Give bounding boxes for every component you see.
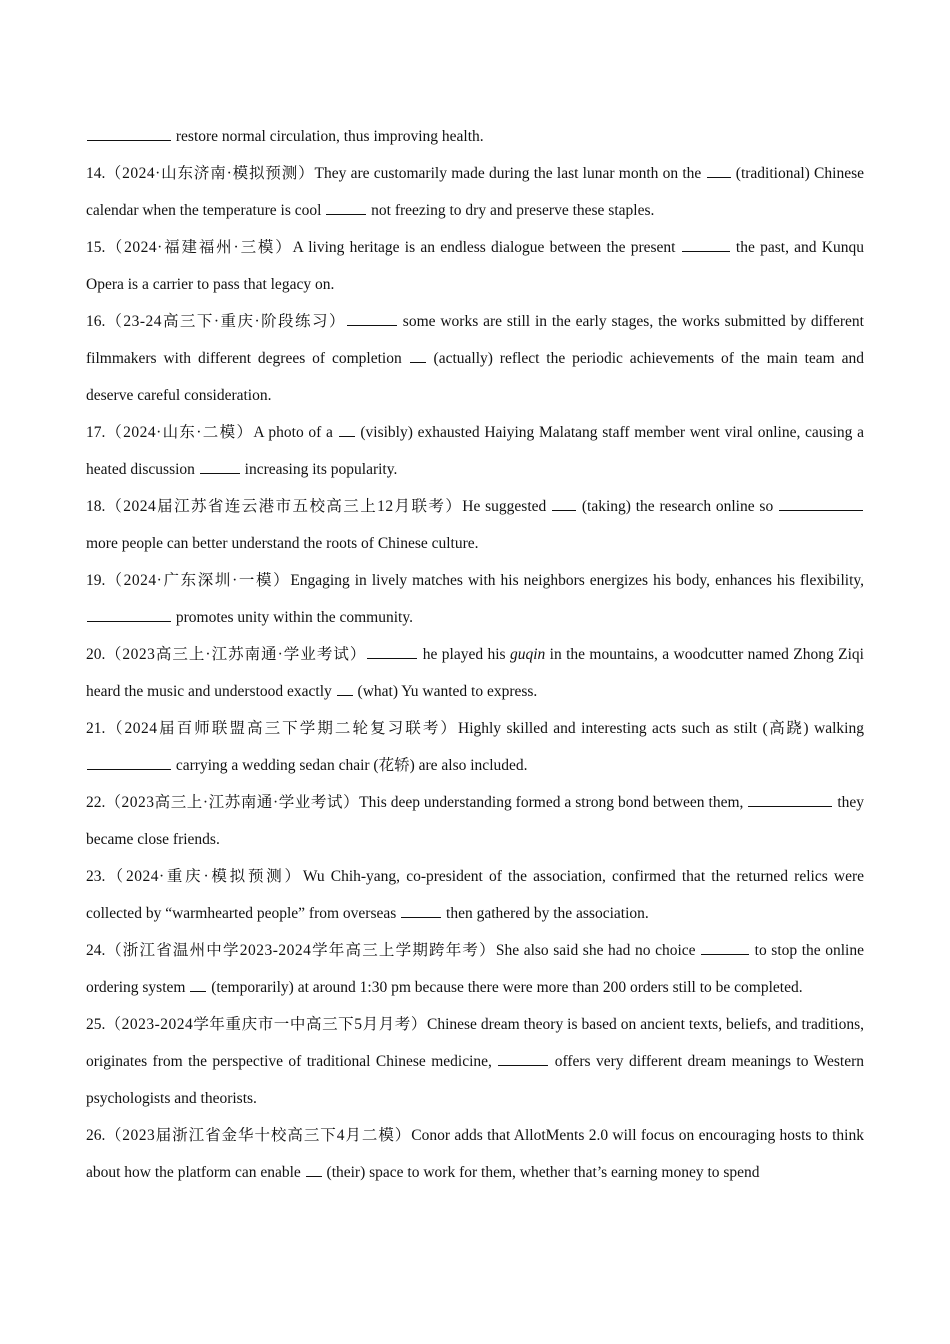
question-number: 26. [86, 1127, 106, 1144]
blank[interactable] [410, 348, 426, 363]
blank[interactable] [367, 644, 417, 659]
blank[interactable] [337, 681, 353, 696]
blank[interactable] [401, 903, 441, 918]
question-number: 15. [86, 239, 106, 256]
question-20: 20.（2023高三上·江苏南通·学业考试） he played his guqin in the mountains, a woodcutter named Zhong Ziqi heard the music and understood exactly (what) Yu wanted to express. [86, 646, 864, 700]
question-18: 18.（2024届江苏省连云港市五校高三上12月联考）He suggested (taking) the research online so more people can better understand the roots of Chinese culture. [86, 488, 864, 562]
question-24: 24.（浙江省温州中学2023-2024学年高三上学期跨年考）She also said she had no choice to stop the online ordering system (temporarily) at around 1:30 pm because there were more than 200 orders still to be completed. [86, 942, 864, 996]
question-number: 14. [86, 165, 106, 182]
question-25: 25.（2023-2024学年重庆市一中高三下5月月考）Chinese dream theory is based on ancient texts, beliefs, and traditions, originates from the perspective of traditional Chinese medicine, offers very different dream meanings to Western psychologists and theorists. [86, 1016, 864, 1107]
blank[interactable] [779, 496, 863, 511]
question-source: （2023-2024学年重庆市一中高三下5月月考） [105, 1016, 427, 1033]
question-number: 17. [86, 424, 106, 441]
question-source: （2023高三上·江苏南通·学业考试） [105, 794, 360, 811]
question-21: 21.（2024届百师联盟高三下学期二轮复习联考）Highly skilled and interesting acts such as stilt (高跷) walking carrying a wedding sedan chair (花轿) are also included. [86, 720, 864, 774]
question-source: （2024届百师联盟高三下学期二轮复习联考） [105, 720, 458, 737]
question-16: 16.（23-24高三下·重庆·阶段练习） some works are still in the early stages, the works submitted by different filmmakers with different degrees of completion (actually) reflect the periodic achievements of the main team and deserve careful consideration. [86, 313, 865, 404]
question-22: 22.（2023高三上·江苏南通·学业考试）This deep understanding formed a strong bond between them, they became close friends. [86, 794, 865, 848]
question-source: （浙江省温州中学2023-2024学年高三上学期跨年考） [105, 942, 496, 959]
question-source: （2023届浙江省金华十校高三下4月二模） [105, 1127, 412, 1144]
question-number: 24. [86, 942, 106, 959]
blank[interactable] [190, 977, 206, 992]
blank[interactable] [200, 459, 240, 474]
question-number: 22. [86, 794, 106, 811]
question-number: 23. [86, 868, 106, 885]
blank[interactable] [748, 792, 832, 807]
question-number: 25. [86, 1016, 106, 1033]
question-source: （2023高三上·江苏南通·学业考试） [105, 646, 367, 663]
question-source: （2024·重庆·模拟预测） [105, 868, 303, 885]
question-19: 19.（2024·广东深圳·一模）Engaging in lively matches with his neighbors energizes his body, enhances his flexibility, promotes unity within the community. [86, 572, 864, 626]
question-number: 20. [86, 646, 106, 663]
question-14: 14.（2024·山东济南·模拟预测）They are customarily made during the last lunar month on the (traditional) Chinese calendar when the temperature is cool not freezing to dry and preserve these staples. [86, 165, 864, 219]
blank[interactable] [326, 200, 366, 215]
question-source: （2024·山东济南·模拟预测） [105, 165, 315, 182]
question-15: 15.（2024·福建福州·三模）A living heritage is an endless dialogue between the present the past, and Kunqu Opera is a carrier to pass that legacy on. [86, 239, 864, 293]
question-number: 18. [86, 498, 106, 515]
italic-term: guqin [509, 646, 546, 663]
question-number: 19. [86, 572, 106, 589]
blank[interactable] [339, 422, 355, 437]
blank[interactable] [682, 237, 730, 252]
blank[interactable] [87, 755, 171, 770]
blank[interactable] [306, 1162, 322, 1177]
question-26: 26.（2023届浙江省金华十校高三下4月二模）Conor adds that AllotMents 2.0 will focus on encouraging hosts to think about how the platform can enable (their) space to work for them, whether that’s earning money to spend [86, 1127, 864, 1181]
question-17: 17.（2024·山东·二模）A photo of a (visibly) exhausted Haiying Malatang staff member went viral online, causing a heated discussion increasing its popularity. [86, 424, 864, 478]
question-23: 23.（2024·重庆·模拟预测）Wu Chih-yang, co-president of the association, confirmed that the returned relics were collected by “warmhearted people” from overseas then gathered by the association. [86, 868, 865, 922]
question-source: （2024届江苏省连云港市五校高三上12月联考） [105, 498, 463, 515]
blank[interactable] [707, 163, 731, 178]
question-number: 21. [86, 720, 106, 737]
question-source: （2024·福建福州·三模） [105, 239, 293, 256]
question-source: （2024·广东深圳·一模） [105, 572, 291, 589]
document-page [86, 118, 864, 1191]
question-number: 16. [86, 313, 106, 330]
blank[interactable] [87, 126, 171, 141]
blank[interactable] [87, 607, 171, 622]
blank[interactable] [552, 496, 576, 511]
question-source: （2024·山东·二模） [105, 424, 254, 441]
intro-line: restore normal circulation, thus improving health. [86, 118, 864, 155]
blank[interactable] [701, 940, 749, 955]
blank[interactable] [498, 1051, 548, 1066]
question-source: （23-24高三下·重庆·阶段练习） [105, 313, 346, 330]
blank[interactable] [347, 311, 397, 326]
